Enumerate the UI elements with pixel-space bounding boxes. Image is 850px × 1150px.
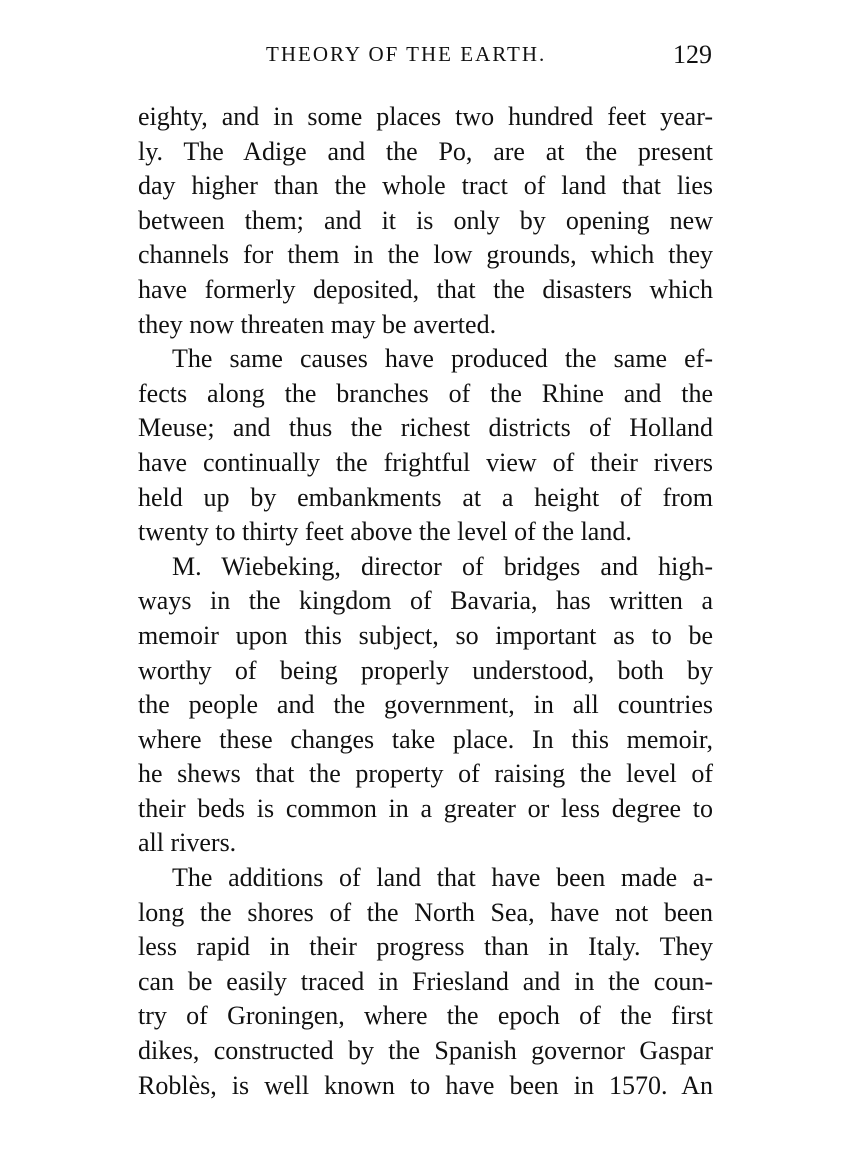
text-line: dikes, constructed by the Spanish governor Gaspar [138, 1036, 713, 1066]
text-line: long the shores of the North Sea, have not been [138, 897, 713, 927]
text-line: all rivers. [138, 828, 237, 858]
text-line: fects along the branches of the Rhine and the [138, 378, 713, 408]
paragraph [138, 861, 713, 1103]
text-line: day higher than the whole tract of land that lies [138, 171, 713, 201]
text-line: their beds is common in a greater or less degree to [138, 793, 713, 823]
body-text [138, 100, 713, 1103]
text-line: the people and the government, in all countries [138, 690, 713, 720]
text-line: worthy of being properly understood, both by [138, 655, 713, 685]
paragraph [138, 100, 713, 342]
paragraph [138, 342, 713, 550]
text-line: memoir upon this subject, so important as to be [138, 620, 713, 650]
text-line: where these changes take place. In this memoir, [138, 724, 713, 754]
text-line: less rapid in their progress than in Italy. They [138, 932, 713, 962]
text-line: ly. The Adige and the Po, are at the present [138, 136, 713, 166]
text-line: have continually the frightful view of their rivers [138, 447, 713, 477]
running-header [140, 40, 712, 74]
text-line: The additions of land that have been made a- [172, 863, 713, 893]
text-line: can be easily traced in Friesland and in the coun- [138, 966, 713, 996]
text-line: held up by embankments at a height of from [138, 482, 713, 512]
text-line: ways in the kingdom of Bavaria, has written a [138, 586, 713, 616]
running-title: THEORY OF THE EARTH. [266, 42, 547, 66]
text-line: try of Groningen, where the epoch of the first [138, 1001, 713, 1031]
text-line: have formerly deposited, that the disasters which [138, 274, 713, 304]
text-line: between them; and it is only by opening new [138, 205, 713, 235]
text-line: The same causes have produced the same ef- [172, 344, 713, 374]
page-number: 129 [673, 40, 712, 69]
paragraph [138, 550, 713, 861]
text-line: eighty, and in some places two hundred feet year- [138, 102, 713, 131]
text-line: he shews that the property of raising the level of [138, 759, 713, 789]
text-line: Roblès, is well known to have been in 1570. An [138, 1070, 713, 1100]
text-line: M. Wiebeking, director of bridges and high- [172, 551, 713, 581]
text-line: Meuse; and thus the richest districts of Holland [138, 413, 713, 443]
text-line: twenty to thirty feet above the level of the land. [138, 517, 632, 547]
text-line: channels for them in the low grounds, which they [138, 240, 713, 270]
text-line: they now threaten may be averted. [138, 309, 497, 339]
